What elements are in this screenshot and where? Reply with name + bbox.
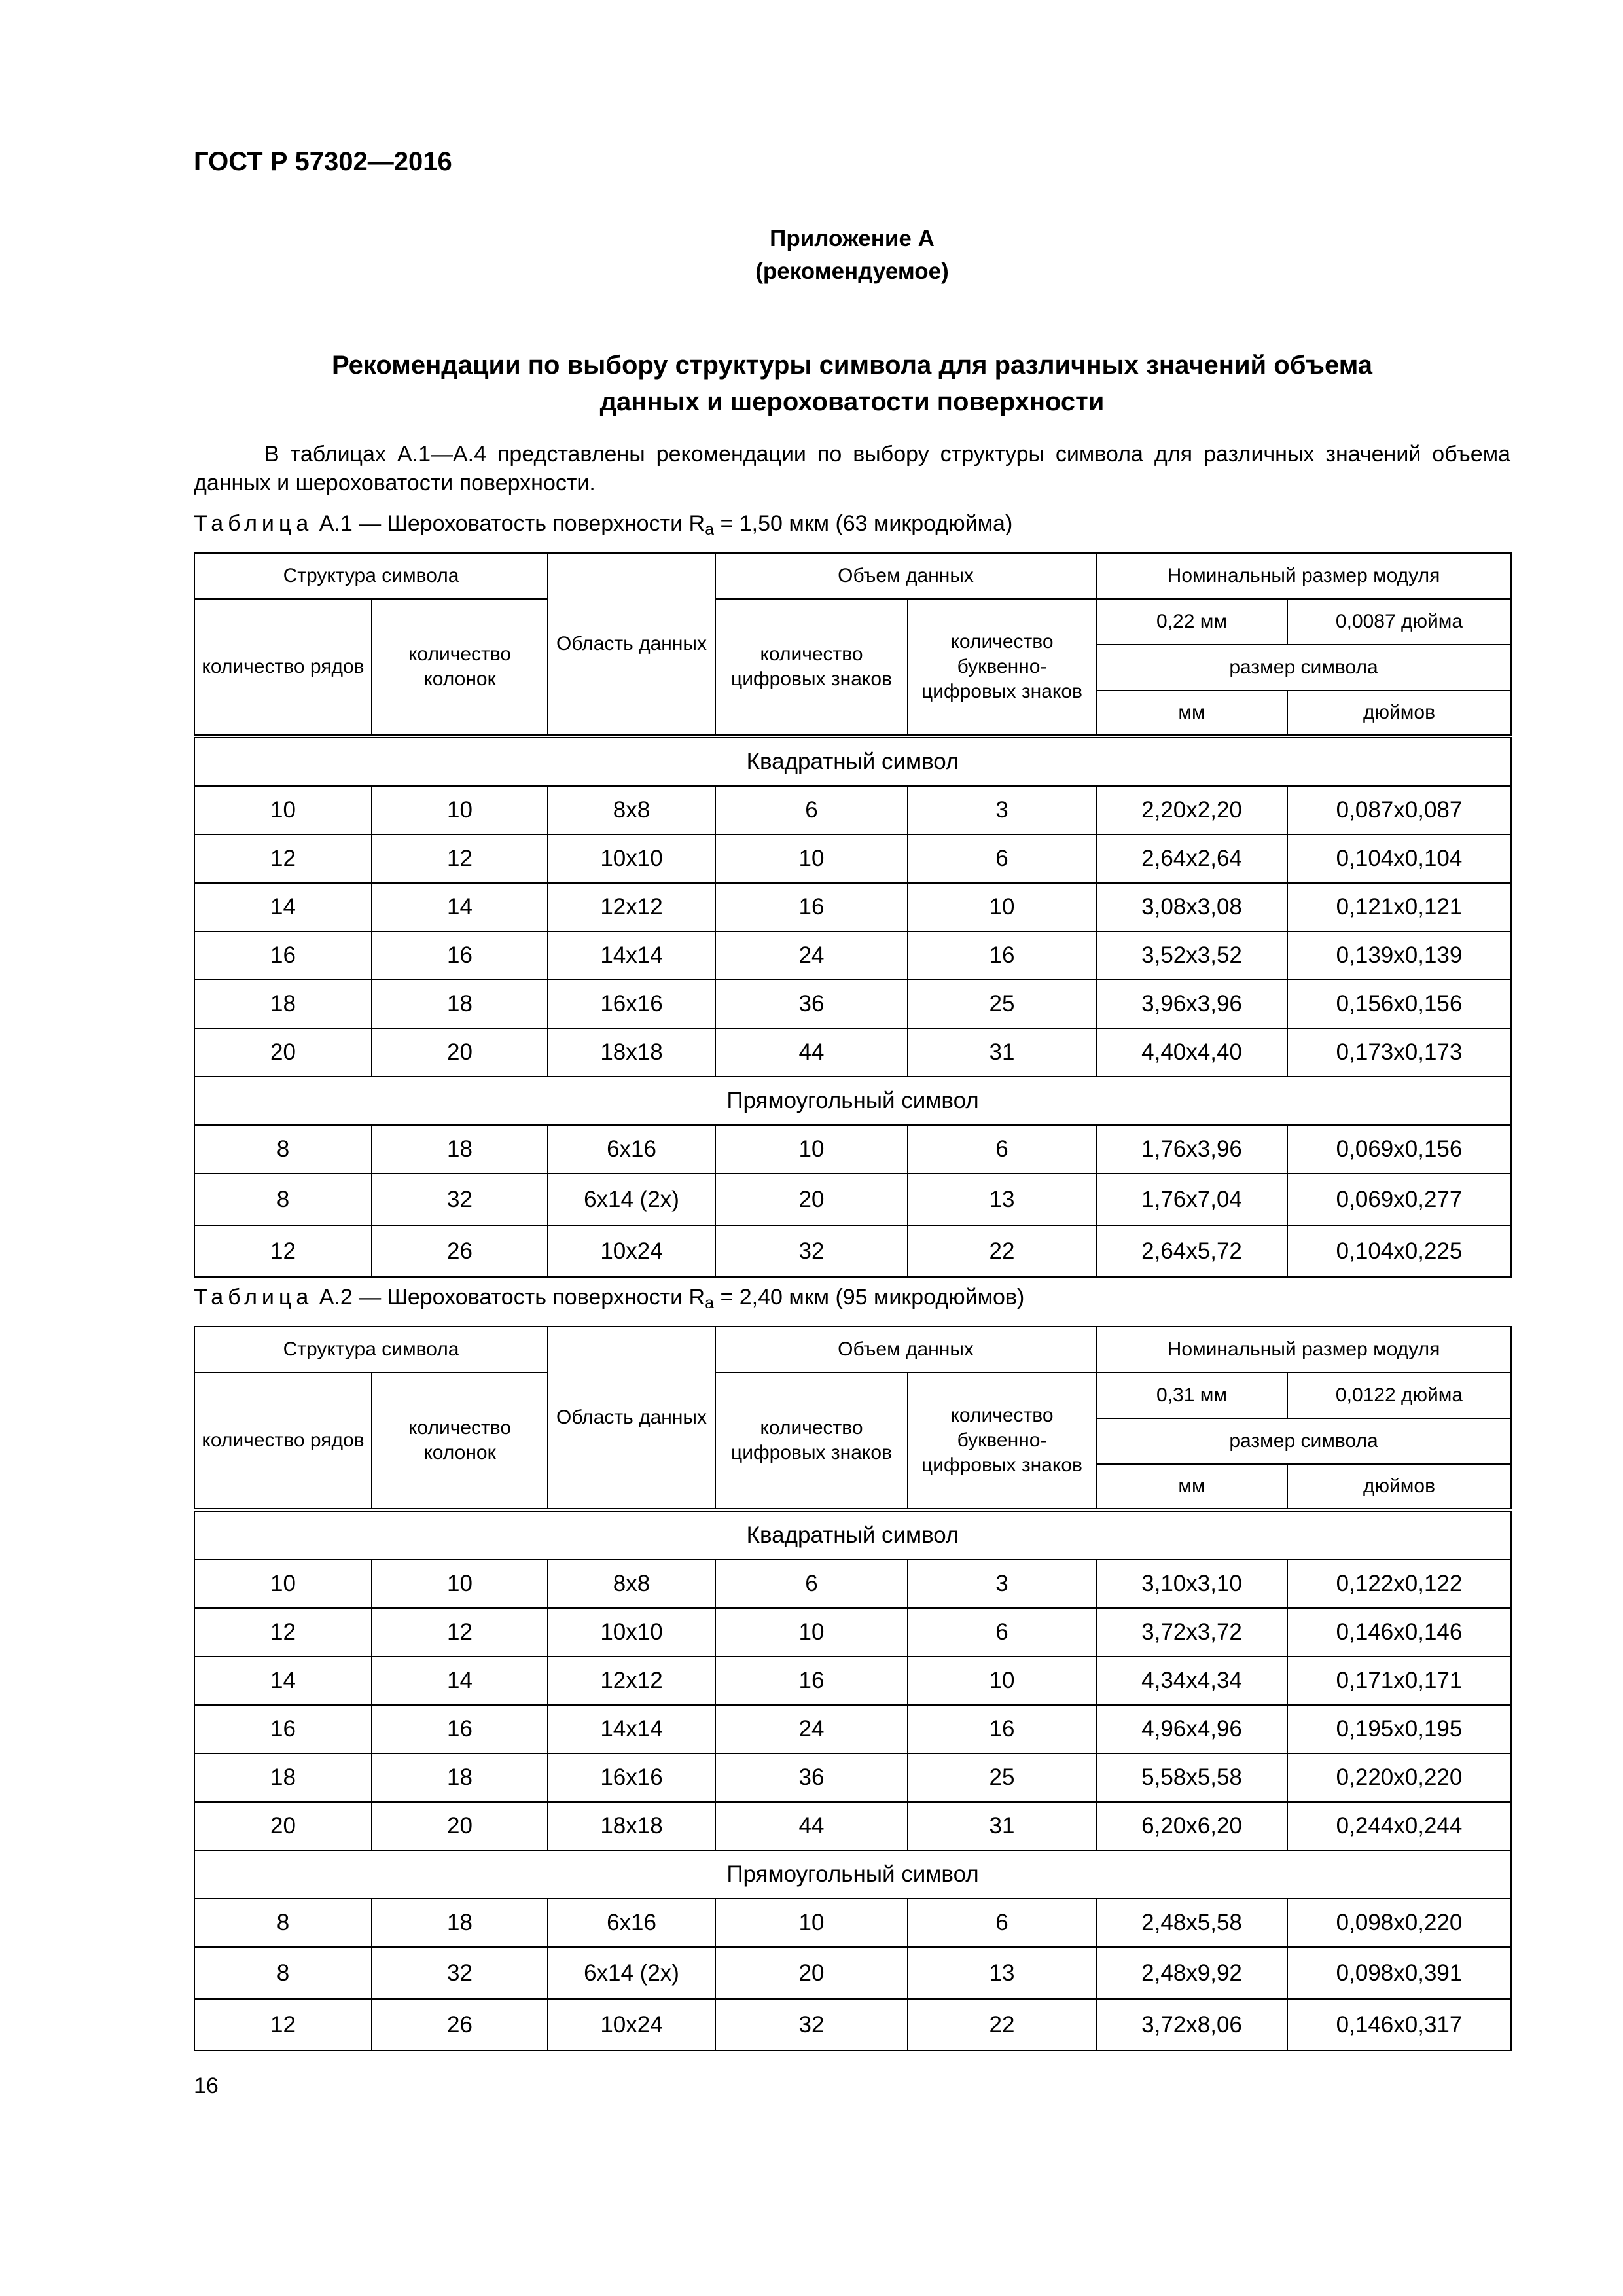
header-structure: Структура символа — [194, 1327, 548, 1372]
cell: 8 — [194, 1899, 372, 1947]
cell: 10x24 — [548, 1225, 715, 1277]
cell: 31 — [908, 1028, 1096, 1077]
cell: 25 — [908, 1753, 1096, 1802]
table-row — [194, 1125, 1511, 1174]
cell: 2,64x5,72 — [1096, 1225, 1287, 1277]
cell: 10 — [908, 1657, 1096, 1705]
cell: 0,104x0,104 — [1287, 834, 1511, 883]
table-row — [194, 1899, 1511, 1947]
cell: 12x12 — [548, 1657, 715, 1705]
cell: 3 — [908, 1560, 1096, 1608]
cell: 26 — [372, 1225, 548, 1277]
cell: 6x14 (2x) — [548, 1174, 715, 1225]
header-module-in: 0,0122 дюйма — [1287, 1372, 1511, 1418]
section-rect-symbol: Прямоугольный символ — [194, 1077, 1511, 1125]
table-row — [194, 1174, 1511, 1225]
cell: 24 — [715, 1705, 908, 1753]
cell: 26 — [372, 1999, 548, 2051]
table-row — [194, 1705, 1511, 1753]
cell: 3,72x3,72 — [1096, 1608, 1287, 1657]
cell: 10 — [908, 883, 1096, 931]
header-area: Область данных — [548, 553, 715, 736]
table-a2 — [194, 1326, 1512, 2051]
cell: 2,20x2,20 — [1096, 786, 1287, 834]
annex-status: (рекомендуемое) — [755, 259, 949, 284]
section-square-symbol: Квадратный символ — [194, 1510, 1511, 1560]
cell: 24 — [715, 931, 908, 980]
cell: 3,10x3,10 — [1096, 1560, 1287, 1608]
cell: 16x16 — [548, 980, 715, 1028]
table-row — [194, 834, 1511, 883]
cell: 0,171x0,171 — [1287, 1657, 1511, 1705]
cell: 20 — [715, 1947, 908, 1999]
section-title — [194, 347, 1510, 420]
table-row — [194, 786, 1511, 834]
cell: 0,098x0,220 — [1287, 1899, 1511, 1947]
cell: 14 — [372, 883, 548, 931]
header-volume: Объем данных — [715, 1327, 1096, 1372]
cell: 32 — [372, 1947, 548, 1999]
cell: 22 — [908, 1225, 1096, 1277]
table-row — [194, 883, 1511, 931]
cell: 10x10 — [548, 834, 715, 883]
cell: 3,52x3,52 — [1096, 931, 1287, 980]
cell: 16 — [715, 883, 908, 931]
cell: 0,122x0,122 — [1287, 1560, 1511, 1608]
cell: 36 — [715, 980, 908, 1028]
cell: 8x8 — [548, 786, 715, 834]
cell: 10 — [715, 1608, 908, 1657]
cell: 10x10 — [548, 1608, 715, 1657]
cell: 16 — [194, 1705, 372, 1753]
section-square-symbol: Квадратный символ — [194, 736, 1511, 786]
caption-text-tail: = 2,40 мкм (95 микродюймов) — [714, 1285, 1025, 1310]
header-digits: количество цифровых знаков — [715, 1372, 908, 1510]
cell: 2,48x9,92 — [1096, 1947, 1287, 1999]
cell: 6,20x6,20 — [1096, 1802, 1287, 1850]
cell: 6 — [908, 834, 1096, 883]
cell: 12 — [372, 1608, 548, 1657]
header-module: Номинальный размер модуля — [1096, 1327, 1511, 1372]
cell: 16 — [194, 931, 372, 980]
cell: 20 — [372, 1802, 548, 1850]
cell: 36 — [715, 1753, 908, 1802]
header-rows-count: количество рядов — [194, 1372, 372, 1510]
cell: 5,58x5,58 — [1096, 1753, 1287, 1802]
cell: 6x16 — [548, 1899, 715, 1947]
table-row — [194, 1560, 1511, 1608]
cell: 1,76x3,96 — [1096, 1125, 1287, 1174]
table-row — [194, 1657, 1511, 1705]
cell: 0,087x0,087 — [1287, 786, 1511, 834]
table-caption-a2 — [194, 1283, 1024, 1312]
cell: 18x18 — [548, 1028, 715, 1077]
table-row — [194, 1999, 1511, 2051]
cell: 3,96x3,96 — [1096, 980, 1287, 1028]
section-title-line-1: Рекомендации по выбору структуры символа для различных значений объема — [331, 351, 1373, 380]
cell: 32 — [372, 1174, 548, 1225]
cell: 0,146x0,146 — [1287, 1608, 1511, 1657]
table-row — [194, 1028, 1511, 1077]
cell: 3,08x3,08 — [1096, 883, 1287, 931]
table-row — [194, 931, 1511, 980]
cell: 13 — [908, 1947, 1096, 1999]
cell: 10 — [372, 786, 548, 834]
cell: 12 — [194, 1608, 372, 1657]
table-row — [194, 1753, 1511, 1802]
cell: 0,244x0,244 — [1287, 1802, 1511, 1850]
annex-heading — [194, 223, 1510, 288]
header-unit-mm: мм — [1096, 691, 1287, 736]
cell: 16 — [715, 1657, 908, 1705]
cell: 6x14 (2x) — [548, 1947, 715, 1999]
caption-subscript: a — [705, 1294, 714, 1312]
document-id: ГОСТ Р 57302—2016 — [194, 147, 452, 176]
cell: 10 — [715, 1899, 908, 1947]
cell: 10 — [194, 786, 372, 834]
table-row — [194, 1608, 1511, 1657]
cell: 13 — [908, 1174, 1096, 1225]
page-number: 16 — [194, 2073, 219, 2098]
cell: 18 — [372, 1899, 548, 1947]
cell: 8 — [194, 1174, 372, 1225]
cell: 8x8 — [548, 1560, 715, 1608]
cell: 14 — [194, 883, 372, 931]
cell: 4,96x4,96 — [1096, 1705, 1287, 1753]
cell: 6 — [908, 1899, 1096, 1947]
section-rect-symbol: Прямоугольный символ — [194, 1850, 1511, 1899]
cell: 0,195x0,195 — [1287, 1705, 1511, 1753]
cell: 0,146x0,317 — [1287, 1999, 1511, 2051]
cell: 0,069x0,156 — [1287, 1125, 1511, 1174]
cell: 2,64x2,64 — [1096, 834, 1287, 883]
cell: 20 — [372, 1028, 548, 1077]
cell: 18x18 — [548, 1802, 715, 1850]
header-symbol-size: размер символа — [1096, 645, 1511, 691]
cell: 0,139x0,139 — [1287, 931, 1511, 980]
cell: 0,220x0,220 — [1287, 1753, 1511, 1802]
caption-text: А.1 — Шероховатость поверхности R — [313, 511, 705, 536]
cell: 14 — [372, 1657, 548, 1705]
header-module-mm: 0,31 мм — [1096, 1372, 1287, 1418]
header-unit-mm: мм — [1096, 1464, 1287, 1510]
cell: 3 — [908, 786, 1096, 834]
cell: 18 — [372, 1753, 548, 1802]
header-cols-count: количество колонок — [372, 1372, 548, 1510]
cell: 8 — [194, 1125, 372, 1174]
cell: 3,72x8,06 — [1096, 1999, 1287, 2051]
intro-paragraph: В таблицах А.1—А.4 представлены рекомендации по выбору структуры символа для различных значений объема данных и шероховатости поверхности. — [194, 442, 1510, 495]
cell: 16 — [372, 931, 548, 980]
header-module-in: 0,0087 дюйма — [1287, 599, 1511, 645]
cell: 44 — [715, 1028, 908, 1077]
cell: 1,76x7,04 — [1096, 1174, 1287, 1225]
cell: 8 — [194, 1947, 372, 1999]
header-structure: Структура символа — [194, 553, 548, 599]
table-row — [194, 1225, 1511, 1277]
table-row — [194, 980, 1511, 1028]
header-unit-in: дюймов — [1287, 691, 1511, 736]
caption-subscript: a — [705, 520, 714, 539]
cell: 16x16 — [548, 1753, 715, 1802]
cell: 10 — [372, 1560, 548, 1608]
cell: 16 — [908, 1705, 1096, 1753]
header-symbol-size: размер символа — [1096, 1418, 1511, 1464]
table-row — [194, 1802, 1511, 1850]
cell: 10 — [194, 1560, 372, 1608]
cell: 20 — [715, 1174, 908, 1225]
header-alnum: количество буквенно-цифровых знаков — [908, 1372, 1096, 1510]
cell: 2,48x5,58 — [1096, 1899, 1287, 1947]
cell: 12 — [194, 1225, 372, 1277]
header-volume: Объем данных — [715, 553, 1096, 599]
cell: 6 — [715, 1560, 908, 1608]
cell: 0,173x0,173 — [1287, 1028, 1511, 1077]
cell: 0,069x0,277 — [1287, 1174, 1511, 1225]
cell: 4,34x4,34 — [1096, 1657, 1287, 1705]
cell: 18 — [194, 980, 372, 1028]
header-area: Область данных — [548, 1327, 715, 1510]
header-rows-count: количество рядов — [194, 599, 372, 736]
header-digits: количество цифровых знаков — [715, 599, 908, 736]
cell: 22 — [908, 1999, 1096, 2051]
cell: 25 — [908, 980, 1096, 1028]
header-cols-count: количество колонок — [372, 599, 548, 736]
cell: 0,098x0,391 — [1287, 1947, 1511, 1999]
cell: 18 — [372, 1125, 548, 1174]
cell: 10 — [715, 834, 908, 883]
cell: 6 — [908, 1608, 1096, 1657]
cell: 12x12 — [548, 883, 715, 931]
cell: 12 — [372, 834, 548, 883]
cell: 16 — [372, 1705, 548, 1753]
header-module-mm: 0,22 мм — [1096, 599, 1287, 645]
cell: 32 — [715, 1225, 908, 1277]
cell: 12 — [194, 1999, 372, 2051]
cell: 10 — [715, 1125, 908, 1174]
cell: 4,40x4,40 — [1096, 1028, 1287, 1077]
cell: 18 — [372, 980, 548, 1028]
header-module: Номинальный размер модуля — [1096, 553, 1511, 599]
cell: 31 — [908, 1802, 1096, 1850]
caption-text-tail: = 1,50 мкм (63 микродюйма) — [714, 511, 1013, 536]
cell: 16 — [908, 931, 1096, 980]
cell: 6 — [908, 1125, 1096, 1174]
cell: 18 — [194, 1753, 372, 1802]
cell: 20 — [194, 1028, 372, 1077]
cell: 14x14 — [548, 931, 715, 980]
table-a1 — [194, 552, 1512, 1278]
cell: 6 — [715, 786, 908, 834]
cell: 0,104x0,225 — [1287, 1225, 1511, 1277]
header-alnum: количество буквенно-цифровых знаков — [908, 599, 1096, 736]
cell: 20 — [194, 1802, 372, 1850]
cell: 6x16 — [548, 1125, 715, 1174]
caption-label: Таблица — [194, 511, 313, 536]
header-unit-in: дюймов — [1287, 1464, 1511, 1510]
annex-label: Приложение А — [770, 226, 935, 251]
cell: 32 — [715, 1999, 908, 2051]
cell: 0,156x0,156 — [1287, 980, 1511, 1028]
table-row — [194, 1947, 1511, 1999]
cell: 10x24 — [548, 1999, 715, 2051]
cell: 44 — [715, 1802, 908, 1850]
caption-text: А.2 — Шероховатость поверхности R — [313, 1285, 705, 1310]
cell: 14x14 — [548, 1705, 715, 1753]
caption-label: Таблица — [194, 1285, 313, 1310]
cell: 12 — [194, 834, 372, 883]
cell: 14 — [194, 1657, 372, 1705]
table-caption-a1 — [194, 509, 1012, 538]
section-title-line-2: данных и шероховатости поверхности — [599, 387, 1105, 416]
cell: 0,121x0,121 — [1287, 883, 1511, 931]
